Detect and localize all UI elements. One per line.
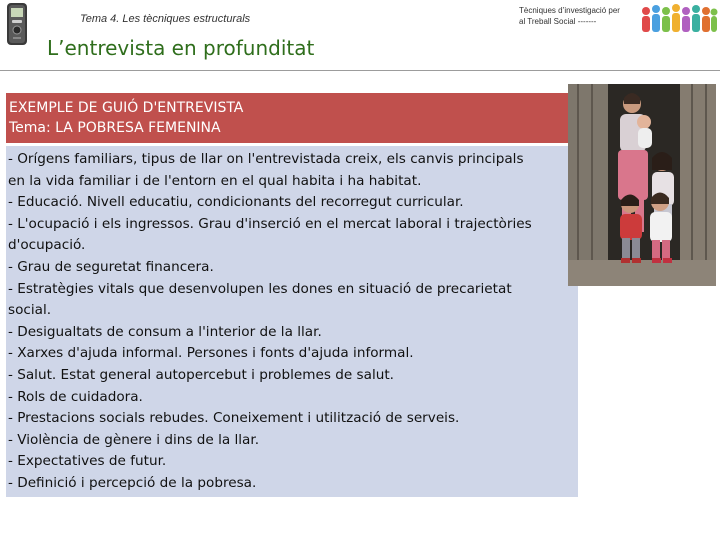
guide-item: d'ocupació. <box>8 237 86 254</box>
slide-title: L’entrevista en profunditat <box>47 36 315 60</box>
course-topic: Tema 4. Les tècniques estructurals <box>80 13 251 25</box>
guide-item: - Grau de seguretat financera. <box>8 258 214 275</box>
guide-item: - Prestacions socials rebudes. Coneixement i utilització de serveis. <box>8 410 460 427</box>
guide-item: - Expectatives de futur. <box>8 453 167 470</box>
guide-topic: Tema: LA POBRESA FEMENINA <box>9 120 221 136</box>
people-group-icon <box>640 2 718 36</box>
guide-item: - L'ocupació i els ingressos. Grau d'inserció en el mercat laboral i trajectòries <box>8 215 532 232</box>
guide-item: - Rols de cuidadora. <box>8 388 143 405</box>
guide-item: social. <box>8 302 52 319</box>
guide-item: - Desigualtats de consum a l'interior de la llar. <box>8 323 322 340</box>
guide-item: - Xarxes d'ajuda informal. Persones i fonts d'ajuda informal. <box>8 345 414 362</box>
guide-item: - Orígens familiars, tipus de llar on l'entrevistada creix, els canvis principals <box>8 151 524 167</box>
guide-item: en la vida familiar i de l'entorn en el qual habita i ha habitat. <box>8 172 422 189</box>
guide-header-box <box>6 93 578 143</box>
guide-item: - Educació. Nivell educatiu, condicionants del recorregut curricular. <box>8 194 464 211</box>
guide-title: EXEMPLE DE GUIÓ D'ENTREVISTA <box>9 100 244 116</box>
course-name <box>519 5 637 27</box>
guide-items-box <box>6 146 578 497</box>
voice-recorder-icon <box>4 2 30 46</box>
guide-item: - Violència de gènere i dins de la llar. <box>8 431 260 448</box>
course-name-line-2: al Treball Social ------- <box>519 17 597 26</box>
guide-item: - Definició i percepció de la pobresa. <box>8 474 257 491</box>
family-photo <box>568 84 716 286</box>
guide-item: - Estratègies vitals que desenvolupen les dones en situació de precarietat <box>8 280 512 297</box>
course-name-line-1: Tècniques d’investigació per <box>519 6 620 15</box>
title-divider <box>0 70 720 71</box>
guide-item: - Salut. Estat general autopercebut i problemes de salut. <box>8 366 395 383</box>
